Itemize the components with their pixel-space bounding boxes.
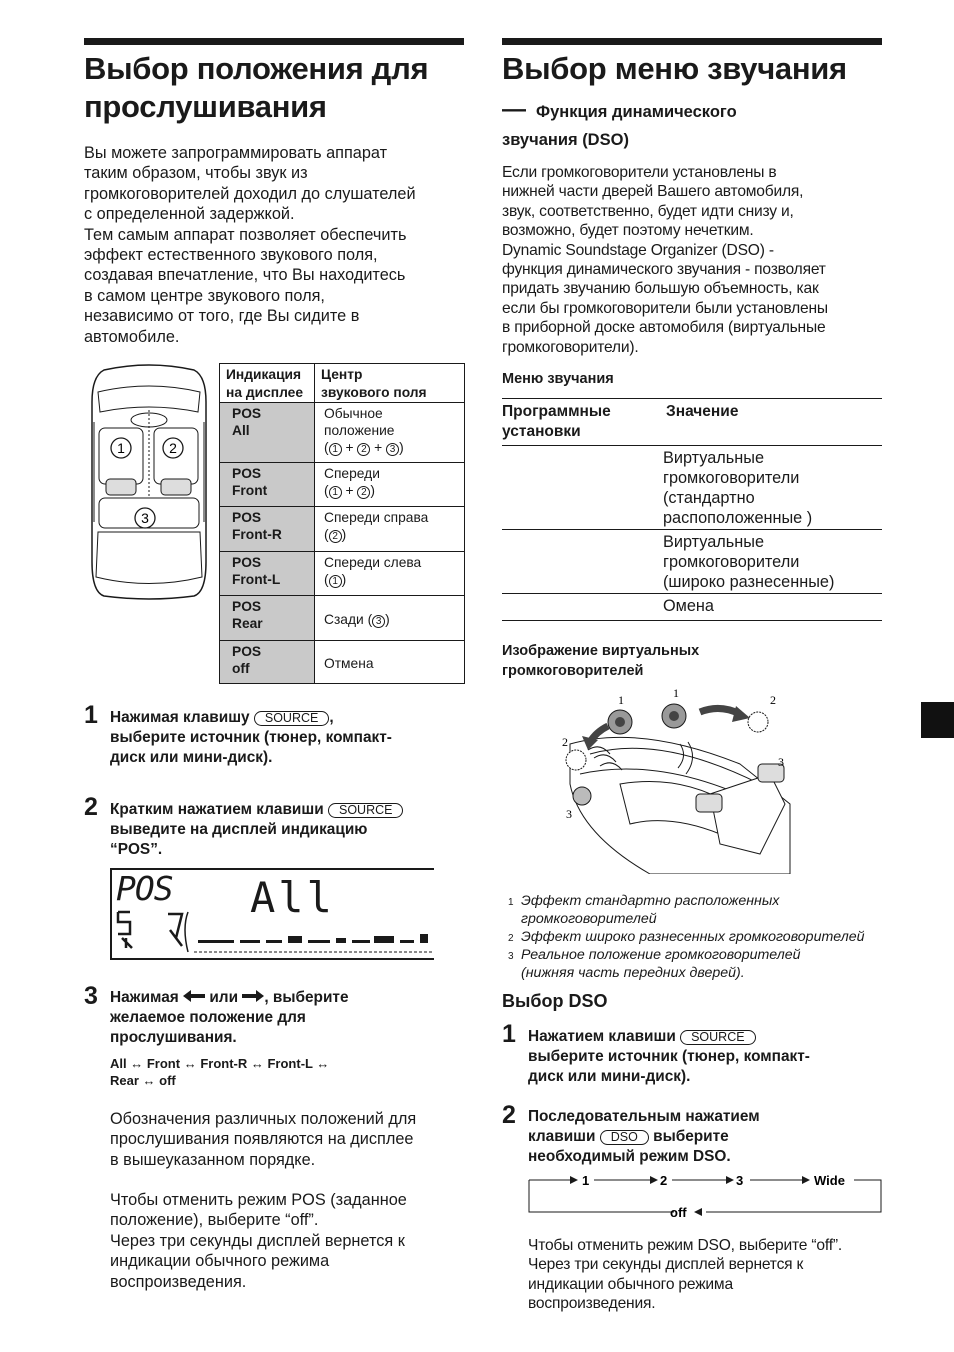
dso-step-2-number: 2 — [502, 1101, 516, 1129]
menu-header-presets: Программные установки — [502, 403, 611, 440]
lcd-display — [110, 868, 434, 960]
table-row: POS off Отмена — [220, 641, 465, 684]
lcd-pos-text: POS — [116, 869, 173, 908]
left-note-2: Чтобы отменить режим POS (заданное положение), выберите “off”. Через три секунды дисплей вернется к индикации обычного режима воспроизведения. — [110, 1191, 407, 1291]
right-note: Чтобы отменить режим DSO, выберите “off”. Через три секунды дисплей вернется к индикации обычного режима воспроизведения. — [528, 1237, 842, 1313]
step-2-number: 2 — [84, 793, 98, 821]
step-3-text: Нажимая или , выберите желаемое положение для прослушивания. — [110, 989, 349, 1047]
flow-1: 1 — [582, 1173, 590, 1188]
table-row: POS Front Спереди ( 1 + 2 ) — [220, 463, 465, 507]
right-title: Выбор меню звучания — [502, 51, 847, 86]
footnotes: 1 Эффект стандартно расположенных громкоговорителей 2 Эффект широко разнесенных громкоговорителей 3 Реальное положение громкоговорителей (нижняя часть передних дверей). — [508, 893, 865, 982]
position-table — [219, 363, 465, 684]
left-title-rule — [84, 38, 464, 45]
car-label-3: 3 — [141, 510, 149, 526]
table-row: POS Rear Сзади ( 3 ) — [220, 596, 465, 641]
table-header-indication: Индикация на дисплее — [220, 364, 315, 403]
menu-row: Виртуальные громкоговорители (стандартно распопoложенные ) — [502, 445, 882, 529]
source-key: SOURCE — [254, 711, 329, 726]
dso-heading: Выбор DSO — [502, 991, 608, 1011]
dso-key: DSO — [600, 1130, 649, 1145]
source-key: SOURCE — [680, 1030, 755, 1045]
flow-wide: Wide — [814, 1173, 845, 1188]
right-title-rule — [502, 38, 882, 45]
table-row: POS Front-L Спереди слева ( 1 ) — [220, 552, 465, 596]
menu-row: Омена — [502, 593, 882, 621]
table-row: POS Front-R Спереди справа ( 2 ) — [220, 507, 465, 552]
dso-step-1-text: Нажатием клавиши SOURCE выберите источник (тюнер, компакт- диск или мини-диск). — [528, 1028, 810, 1086]
step-3-number: 3 — [84, 982, 98, 1010]
left-title: Выбор положения для прослушивания — [84, 51, 429, 124]
illus-label-1b: 1 — [673, 686, 679, 700]
position-sequence: All ↔ Front ↔ Front-R ↔ Front-L ↔ Rear ↔ off — [110, 1056, 330, 1088]
menu-header-value: Значение — [666, 403, 739, 420]
dso-mode-cycle-diagram — [526, 1168, 886, 1224]
virtual-speakers-illustration — [560, 684, 800, 874]
menu-table-header — [502, 398, 882, 445]
flow-2: 2 — [660, 1173, 668, 1188]
table-header-row — [220, 364, 465, 403]
step-1-number: 1 — [84, 701, 98, 729]
flow-3: 3 — [736, 1173, 744, 1188]
illus-label-3a: 3 — [778, 755, 784, 769]
left-intro: Вы можете запрограммировать аппарат таким образом, чтобы звук из громкоговорителей доходил до слушателей с определенной задержкой. Тем самым аппарат позволяет обеспечить эффект естественного звукового поля, создавая впечатление, что Вы находитесь в самом центре звукового поля, независимо от того, где Вы сидите в автомобиле. — [84, 144, 416, 346]
arrow-left-icon — [183, 990, 205, 1002]
source-key: SOURCE — [328, 803, 403, 818]
table-row: POS All Обычное положение ( 1 + 2 + 3 ) — [220, 403, 465, 463]
step-1-text: Нажимая клавишу SOURCE , выберите источник (тюнер, компакт- диск или мини-диск). — [110, 709, 392, 767]
right-intro: Если громкоговорители установлены в нижней части дверей Вашего автомобиля, звук, соответственно, будет идти снизу и, возможно, будет поэтому нечетким. Dynamic Soundstage Organizer (DSO) - функция динамического звучания - позволяет придать звучанию большую объемность, как если бы громкоговорители были установлены в приборной доске автомобиля (виртуальные громкоговорители). — [502, 164, 828, 356]
illus-label-2b: 2 — [562, 735, 568, 749]
dso-step-1-number: 1 — [502, 1020, 516, 1048]
flow-off: off — [670, 1205, 687, 1220]
dso-step-2-text: Последовательным нажатием клавиши DSO выберите необходимый режим DSO. — [528, 1108, 760, 1166]
illus-label-2a: 2 — [770, 693, 776, 707]
illus-label-3b: 3 — [566, 807, 572, 821]
car-top-view-illustration — [84, 362, 214, 602]
car-label-2: 2 — [169, 440, 177, 456]
left-note-1: Обозначения различных положений для прослушивания появляются на дисплее в вышеуказанном порядке. — [110, 1110, 417, 1169]
step-2-text: Кратким нажатием клавиши SOURCE выведите на дисплей индикацию “POS”. — [110, 800, 470, 861]
arrow-right-icon — [242, 990, 264, 1002]
illus-label-1a: 1 — [618, 693, 624, 707]
image-heading: Изображение виртуальных громкоговорителей — [502, 643, 700, 679]
menu-row: Виртуальные громкоговорители (широко разнесенные) — [502, 529, 882, 593]
right-subtitle: — Функция динамического звучания (DSO) — [502, 96, 737, 149]
car-label-1: 1 — [117, 440, 125, 456]
section-tab-marker — [921, 702, 954, 738]
menu-heading: Меню звучания — [502, 371, 614, 387]
lcd-segment-decor — [116, 908, 434, 958]
table-header-center: Центр звукового поля — [315, 364, 465, 403]
lcd-main-text: All — [250, 873, 335, 922]
